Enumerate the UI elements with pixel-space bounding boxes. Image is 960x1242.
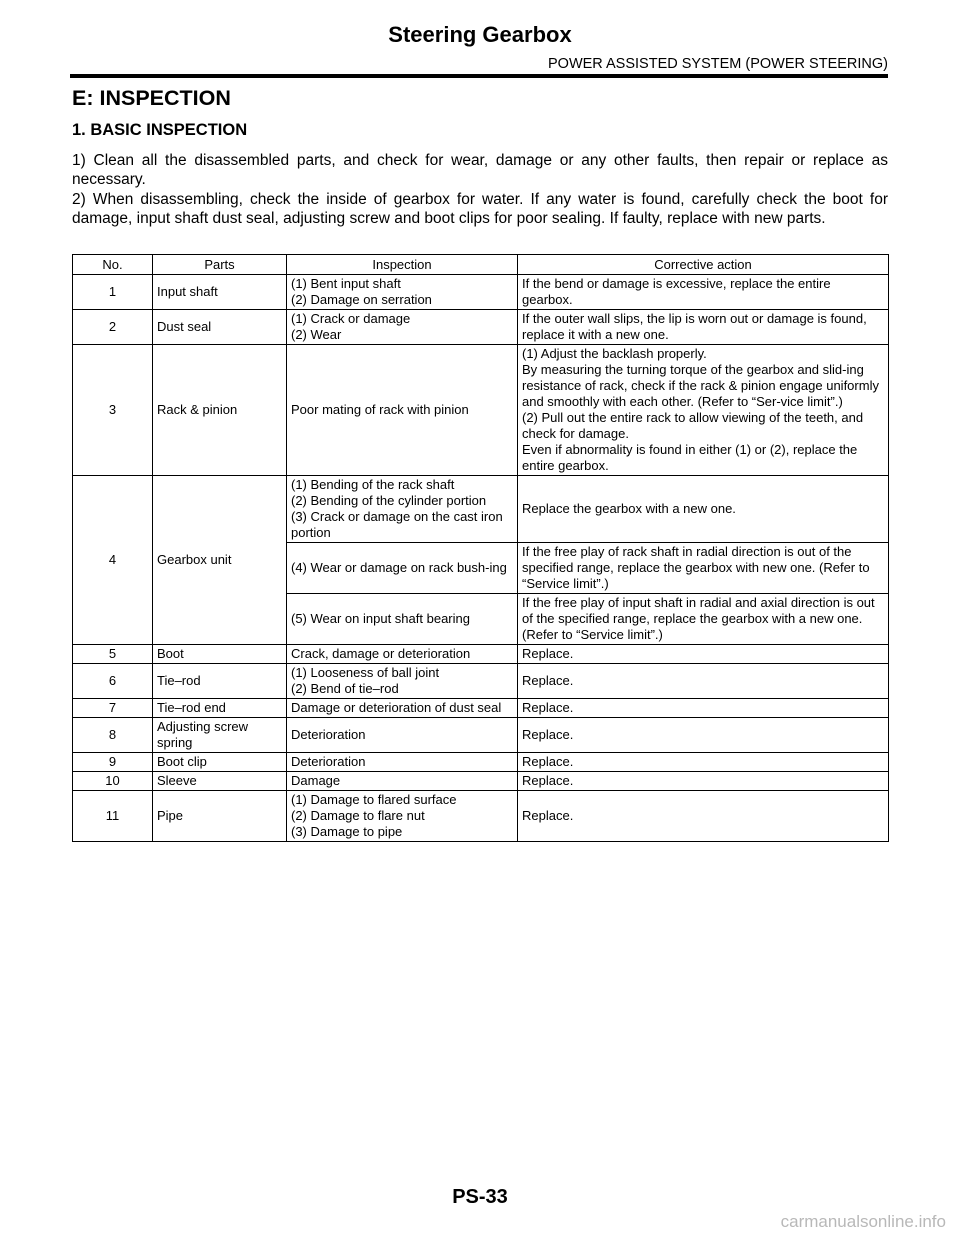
header-no: No. xyxy=(73,255,153,275)
cell-no: 2 xyxy=(73,310,153,345)
cell-action: Replace the gearbox with a new one. xyxy=(518,476,889,543)
cell-no: 10 xyxy=(73,772,153,791)
cell-part: Adjusting screw spring xyxy=(153,718,287,753)
cell-part: Sleeve xyxy=(153,772,287,791)
cell-inspection: (1) Crack or damage (2) Wear xyxy=(287,310,518,345)
table-header-row xyxy=(73,255,889,275)
cell-inspection: Crack, damage or deterioration xyxy=(287,645,518,664)
cell-part: Tie–rod end xyxy=(153,699,287,718)
table-row xyxy=(73,791,889,842)
cell-no: 8 xyxy=(73,718,153,753)
table-row xyxy=(73,699,889,718)
subsection-title: 1. BASIC INSPECTION xyxy=(72,121,248,139)
table-row xyxy=(73,772,889,791)
table-row xyxy=(73,476,889,543)
cell-inspection: (4) Wear or damage on rack bush-ing xyxy=(287,543,518,594)
cell-part: Input shaft xyxy=(153,275,287,310)
table-row xyxy=(73,664,889,699)
cell-action: (1) Adjust the backlash properly. By measuring the turning torque of the gearbox and slid-ing resistance of rack, check if the rack & pinion engage uniformly and smoothly with each other. (Refer to “Ser-vice limit”.) (2) Pull out the entire rack to allow viewing of the teeth, and check for damage. Even if abnormality is found in either (1) or (2), replace the entire gearbox. xyxy=(518,345,889,476)
page-header-title: Steering Gearbox xyxy=(388,22,572,47)
watermark: carmanualsonline.info xyxy=(780,1212,946,1231)
cell-action: Replace. xyxy=(518,718,889,753)
cell-part: Rack & pinion xyxy=(153,345,287,476)
paragraph-2: 2) When disassembling, check the inside of gearbox for water. If any water is found, carefully check the boot for damage, input shaft dust seal, adjusting screw and boot clips for poor sealing. If faulty, replace with new parts. xyxy=(72,191,888,227)
cell-action: Replace. xyxy=(518,645,889,664)
cell-part: Pipe xyxy=(153,791,287,842)
cell-action: If the free play of input shaft in radial and axial direction is out of the specified range, replace the gearbox with a new one. (Refer to “Service limit”.) xyxy=(518,594,889,645)
cell-no: 3 xyxy=(73,345,153,476)
table-row xyxy=(73,275,889,310)
cell-inspection: Deterioration xyxy=(287,753,518,772)
cell-inspection: (1) Damage to flared surface (2) Damage to flare nut (3) Damage to pipe xyxy=(287,791,518,842)
cell-no: 4 xyxy=(73,476,153,645)
cell-part: Boot xyxy=(153,645,287,664)
cell-action: Replace. xyxy=(518,664,889,699)
cell-part: Boot clip xyxy=(153,753,287,772)
cell-action: Replace. xyxy=(518,753,889,772)
cell-inspection: (1) Bending of the rack shaft (2) Bending of the cylinder portion (3) Crack or damage on the cast iron portion xyxy=(287,476,518,543)
cell-no: 6 xyxy=(73,664,153,699)
header-rule xyxy=(70,74,888,78)
table-row xyxy=(73,310,889,345)
header-corrective-action: Corrective action xyxy=(518,255,889,275)
header-inspection: Inspection xyxy=(287,255,518,275)
table-row xyxy=(73,345,889,476)
cell-no: 11 xyxy=(73,791,153,842)
cell-inspection: Damage or deterioration of dust seal xyxy=(287,699,518,718)
cell-action: Replace. xyxy=(518,791,889,842)
cell-part: Dust seal xyxy=(153,310,287,345)
cell-no: 5 xyxy=(73,645,153,664)
page-number: PS-33 xyxy=(452,1186,508,1208)
cell-action: Replace. xyxy=(518,699,889,718)
cell-inspection: (1) Looseness of ball joint (2) Bend of tie–rod xyxy=(287,664,518,699)
cell-action: If the free play of rack shaft in radial direction is out of the specified range, replace the gearbox with new one. (Refer to “Service limit”.) xyxy=(518,543,889,594)
cell-inspection: Damage xyxy=(287,772,518,791)
cell-action: If the bend or damage is excessive, replace the entire gearbox. xyxy=(518,275,889,310)
page-header-subtitle: POWER ASSISTED SYSTEM (POWER STEERING) xyxy=(548,56,888,72)
cell-inspection: Poor mating of rack with pinion xyxy=(287,345,518,476)
inspection-table xyxy=(72,254,889,842)
table-row xyxy=(73,753,889,772)
cell-inspection: (5) Wear on input shaft bearing xyxy=(287,594,518,645)
cell-inspection: Deterioration xyxy=(287,718,518,753)
cell-part: Gearbox unit xyxy=(153,476,287,645)
cell-no: 9 xyxy=(73,753,153,772)
cell-action: Replace. xyxy=(518,772,889,791)
section-title: E: INSPECTION xyxy=(72,86,231,110)
cell-no: 1 xyxy=(73,275,153,310)
cell-action: If the outer wall slips, the lip is worn out or damage is found, replace it with a new one. xyxy=(518,310,889,345)
table-row xyxy=(73,718,889,753)
cell-no: 7 xyxy=(73,699,153,718)
table-row xyxy=(73,645,889,664)
cell-part: Tie–rod xyxy=(153,664,287,699)
paragraph-1: 1) Clean all the disassembled parts, and check for wear, damage or any other faults, then repair or replace as necessary. xyxy=(72,152,888,188)
cell-inspection: (1) Bent input shaft (2) Damage on serration xyxy=(287,275,518,310)
header-parts: Parts xyxy=(153,255,287,275)
